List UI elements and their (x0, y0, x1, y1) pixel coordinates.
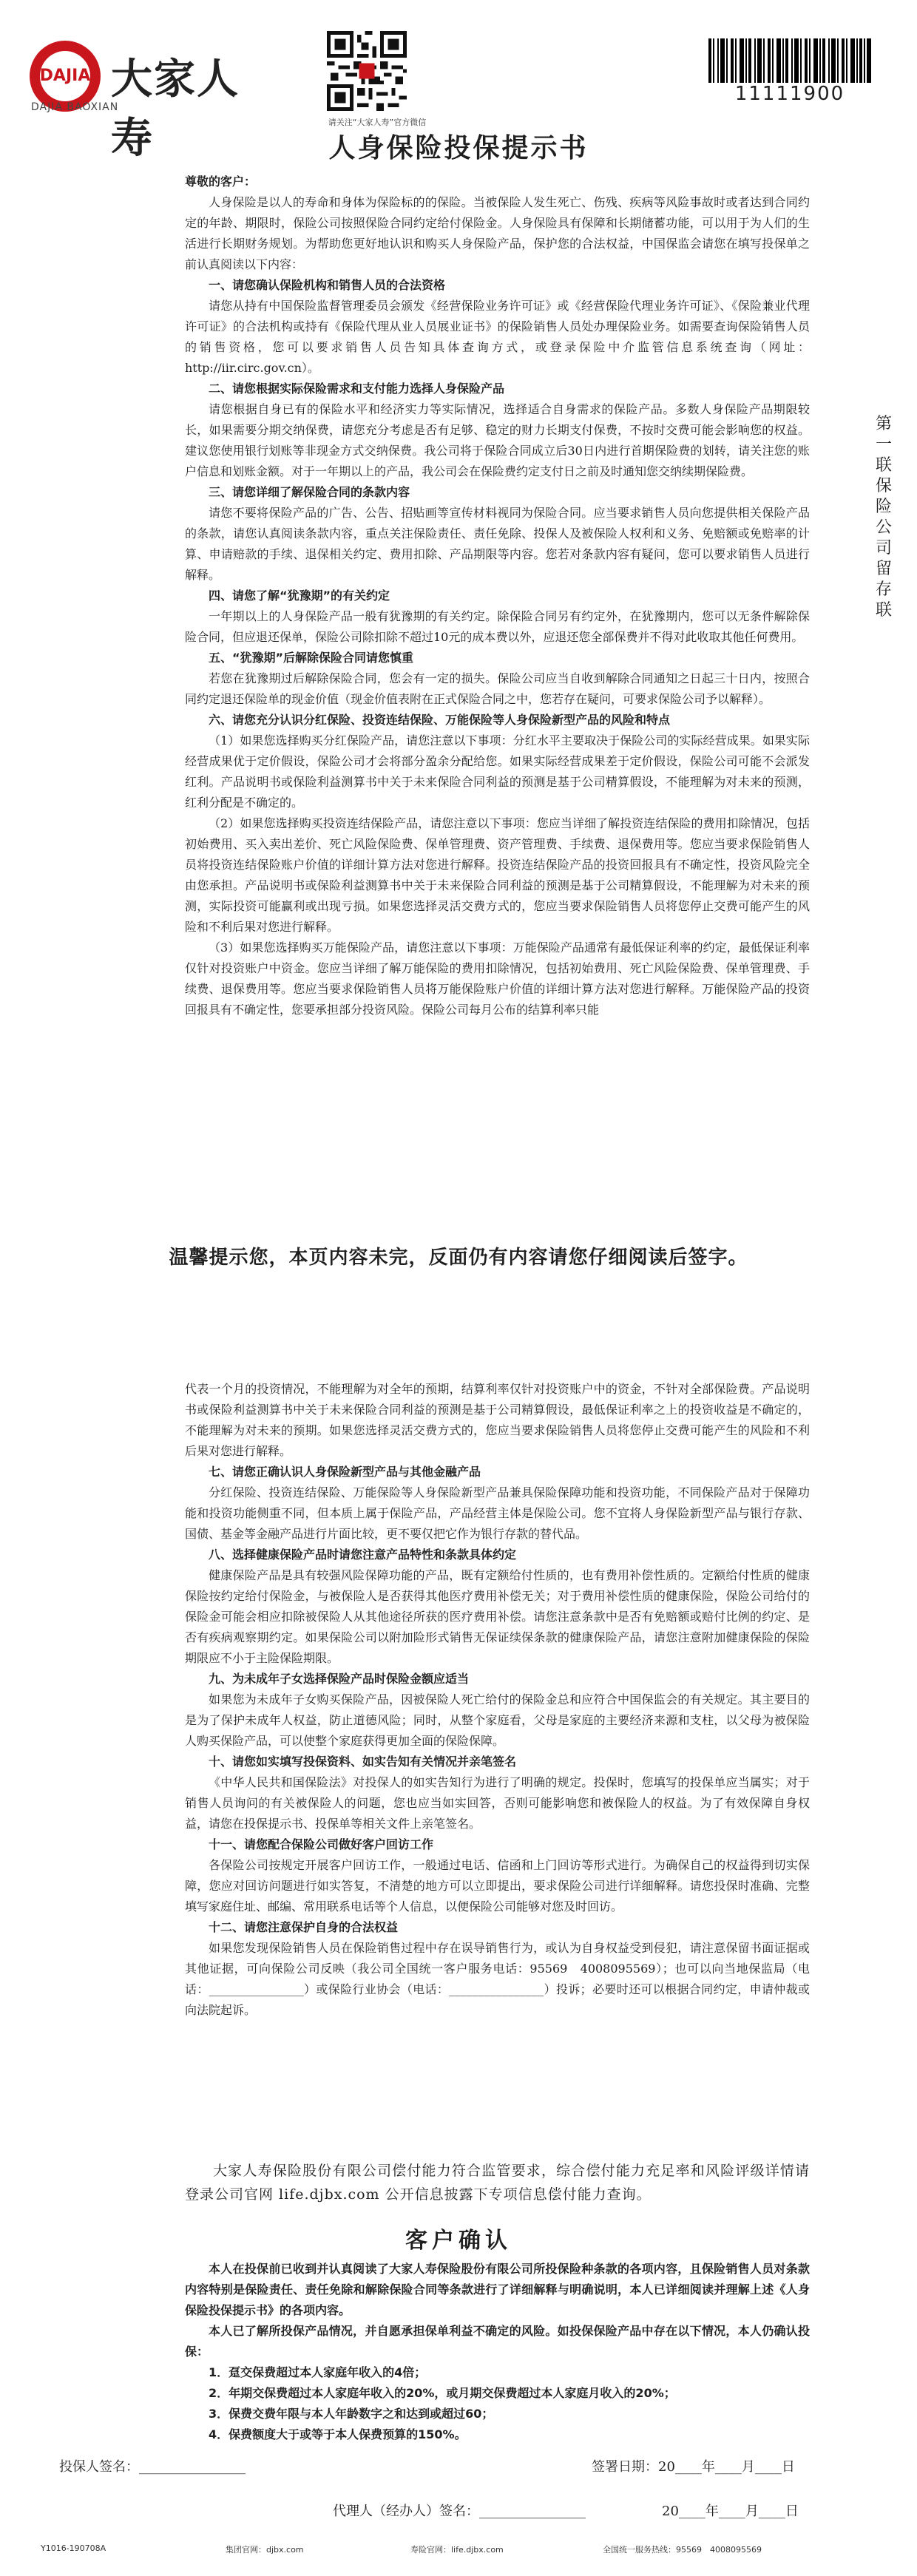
document-title: 人身保险投保提示书 (328, 133, 589, 163)
page2-body (185, 1379, 810, 2021)
customer-confirm-body (185, 2259, 810, 2445)
confirm-list (185, 2362, 810, 2445)
continuation-paragraph: 代表一个月的投资情况，不能理解为对全年的预期，结算利率仅针对投资账户中的资金，不针对全部保险费。产品说明书或保险利益测算书中关于未来保险合同利益的预测是基于公司精算假设，最低保证利率之上的投资收益是不确定的，不能理解为对未来的预期。如果您选择灵活交费方式的，您应当要求保险销售人员将您停止交费可能产生的风险和不利后果对您进行解释。 (185, 1382, 810, 1458)
footer (41, 2543, 876, 2558)
section-text-1: 请您从持有中国保险监督管理委员会颁发《经营保险业务许可证》或《经营保险代理业务许可证》、《保险兼业代理许可证》的合法机构或持有《保险代理从业人员展业证书》的保险销售人员处办理保险业务。如需要查询保险销售人员的销售资格，您可以要求销售人员告知具体查询方式，或登录保险中介监管信息系统查询（网址：http://iir.circ.gov.cn）。 (185, 299, 810, 375)
confirm-item: 4．保费额度大于或等于本人保费预算的150%。 (209, 2427, 467, 2441)
section-text-6-2: （2）如果您选择购买投资连结保险产品，请您注意以下事项：您应当详细了解投资连结保险的费用扣除情况，包括初始费用、买入卖出差价、死亡风险保险费、保单管理费、资产管理费、手续费、退保费用等。您应当要求保险销售人员将投资连结保险账户价值的详细计算方法对您进行解释。投资连结保险产品的投资回报具有不确定性，投资风险完全由您承担。产品说明书或保险利益测算书中关于未来保险合同利益的预测是基于公司精算假设，不能理解为对未来的预测，实际投资可能赢利或出现亏损。如果您选择灵活交费方式的，您应当要求保险销售人员将您停止交费可能产生的风险和不利后果对您进行解释。 (185, 816, 810, 934)
qr-caption: 请关注“大家人寿”官方微信 (328, 118, 427, 127)
section-heading-10: 十、请您如实填写投保资料、如实告知有关情况并亲笔签名 (209, 1755, 517, 1769)
company-logo (30, 41, 274, 163)
logo-name: 大家人寿 (111, 55, 240, 163)
logo-badge-icon: DAJIA (30, 41, 101, 112)
solvency-statement: 大家人寿保险股份有限公司偿付能力符合监管要求，综合偿付能力充足率和风险评级详情请登录公司官网 life.djbx.com 公开信息披露下专项信息偿付能力查询。 (185, 2163, 810, 2203)
customer-confirm-title: 客户确认 (405, 2228, 512, 2254)
section-text-12: 如果您发现保险销售人员在保险销售过程中存在误导销售行为，或认为自身权益受到侵犯，请注意保留书面证据或其他证据，可向保险公司反映（我公司全国统一客户服务电话：95569 4008095569）；也可以向当地保监局（电话：________________）或保险行业协会（电话：________________）投诉；必要时还可以根据合同约定，申请仲裁或向法院起诉。 (185, 1941, 810, 2017)
section-heading-9: 九、为未成年子女选择保险产品时保险金额应适当 (209, 1672, 470, 1686)
form-code: Y1016-190708A (41, 2543, 106, 2553)
confirm-item: 1．趸交保费超过本人家庭年收入的4倍； (209, 2365, 427, 2379)
side-copy-label: 第一联 保险公司留存联 (875, 415, 909, 620)
agent-signature-field[interactable]: 代理人（经办人）签名：________________ (333, 2504, 586, 2519)
section-text-7: 分红保险、投资连结保险、万能保险等人身保险新型产品兼具保险保障功能和投资功能，不同保险产品对于保障功能和投资功能侧重不同，但本质上属于保险产品，产品经营主体是保险公司。您不宜将人身保险新型产品与银行存款、国债、基金等金融产品进行片面比较，更不要仅把它作为银行存款的替代品。 (185, 1485, 810, 1541)
section-text-8: 健康保险产品是具有较强风险保障功能的产品，既有定额给付性质的，也有费用补偿性质的。定额给付性质的健康保险按约定给付保险金，与被保险人是否获得其他医疗费用补偿无关；对于费用补偿性质的健康保险，保险公司给付的保险金可能会相应扣除被保险人从其他途径所获的医疗费用补偿。请您注意条款中是否有免赔额或赔付比例的约定、是否有疾病观察期约定。如果保险公司以附加险形式销售无保证续保条款的健康保险产品，请您注意附加健康保险的保险期限应不小于主险保险期限。 (185, 1568, 810, 1665)
life-website: 寿险官网：life.djbx.com (410, 2545, 504, 2555)
section-heading-11: 十一、请您配合保险公司做好客户回访工作 (209, 1837, 434, 1851)
section-heading-3: 三、请您详细了解保险合同的条款内容 (209, 485, 410, 499)
section-heading-12: 十二、请您注意保护自身的合法权益 (209, 1920, 399, 1934)
sign-date-field[interactable]: 签署日期：20____年____月____日 (592, 2459, 795, 2475)
section-text-5: 若您在犹豫期过后解除保险合同，您会有一定的损失。保险公司应当自收到解除合同通知之日起三十日内，按照合同约定退还保险单的现金价值（现金价值表附在正式保险合同之中，您若存在疑问，可要求保险公司予以解释）。 (185, 671, 810, 706)
section-text-4: 一年期以上的人身保险产品一般有犹豫期的有关约定。除保险合同另有约定外，在犹豫期内，您可以无条件解除保险合同，但应退还保单，保险公司除扣除不超过10元的成本费以外，应退还您全部保费并不得对此收取其他任何费用。 (185, 609, 810, 644)
section-heading-8: 八、选择健康保险产品时请您注意产品特性和条款具体约定 (209, 1548, 517, 1562)
group-website: 集团官网：djbx.com (226, 2545, 304, 2555)
applicant-signature-field[interactable]: 投保人签名：________________ (59, 2459, 246, 2475)
section-text-3: 请您不要将保险产品的广告、公告、招贴画等宣传材料视同为保险合同。应当要求销售人员向您提供相关保险产品的条款，请您认真阅读条款内容，重点关注保险责任、责任免除、投保人及被保险人权利和义务、免赔额或免赔率的计算、申请赔款的手续、退保相关约定、费用扣除、产品期限等内容。您若对条款内容有疑问，您可以要求销售人员进行解释。 (185, 506, 810, 582)
section-heading-5: 五、“犹豫期”后解除保险合同请您慎重 (209, 651, 414, 665)
confirm-item: 3．保费交费年限与本人年龄数字之和达到或超过60； (209, 2407, 494, 2421)
qr-code-icon (327, 31, 407, 111)
section-text-6-1: （1）如果您选择购买分红保险产品，请您注意以下事项：分红水平主要取决于保险公司的实际经营成果。如果实际经营成果优于定价假设，保险公司才会将部分盈余分配给您。如果实际经营成果差于定价假设，保险公司可能不会派发红利。产品说明书或保险利益测算书中关于未来保险合同利益的预测是基于公司精算假设，不能理解为对未来的预测，红利分配是不确定的。 (185, 733, 810, 810)
section-text-10: 《中华人民共和国保险法》对投保人的如实告知行为进行了明确的规定。投保时，您填写的投保单应当属实；对于销售人员询问的有关被保险人的问题，您也应当如实回答，否则可能影响您和被保险人的权益。为了有效保障自身权益，请您在投保提示书、投保单等相关文件上亲笔签名。 (185, 1775, 810, 1831)
agent-date-field[interactable]: 20____年____月____日 (662, 2504, 799, 2519)
confirm-item: 2．年期交保费超过本人家庭年收入的20%，或月期交保费超过本人家庭月收入的20%； (209, 2386, 676, 2400)
section-heading-6: 六、请您充分认识分红保险、投资连结保险、万能保险等人身保险新型产品的风险和特点 (209, 713, 671, 727)
confirm-paragraph-1: 本人在投保前已收到并认真阅读了大家人寿保险股份有限公司所投保险种条款的各项内容，且保险销售人员对条款内容特别是保险责任、责任免除和解除保险合同等条款进行了详细解释与明确说明，本人已详细阅读并理解上述《人身保险投保提示书》的各项内容。 (185, 2262, 810, 2317)
section-heading-1: 一、请您确认保险机构和销售人员的合法资格 (209, 278, 446, 292)
page1-body (185, 172, 810, 1020)
section-heading-7: 七、请您正确认识人身保险新型产品与其他金融产品 (209, 1465, 481, 1479)
logo-english: DAJIA BAOXIAN (31, 101, 119, 113)
section-text-6-3: （3）如果您选择购买万能保险产品，请您注意以下事项：万能保险产品通常有最低保证利率的约定，最低保证利率仅针对投资账户中资金。您应当详细了解万能保险的费用扣除情况，包括初始费用、死亡风险保险费、保单管理费、手续费、退保费用等。您应当要求保险销售人员将万能保险账户价值的详细计算方法对您进行解释。万能保险产品的投资回报具有不确定性，您要承担部分投资风险。保险公司每月公布的结算利率只能 (185, 940, 810, 1017)
section-text-9: 如果您为未成年子女购买保险产品，因被保险人死亡给付的保险金总和应符合中国保监会的有关规定。其主要目的是为了保护未成年人权益，防止道德风险；同时，从整个家庭看，父母是家庭的主要经济来源和支柱，以父母为被保险人购买保险产品，可以使整个家庭获得更加全面的保险保障。 (185, 1692, 810, 1748)
section-text-2: 请您根据自身已有的保险水平和经济实力等实际情况，选择适合自身需求的保险产品。多数人身保险产品期限较长，如果需要分期交纳保费，请您充分考虑是否有足够、稳定的财力长期支付保费，不按时交费可能会影响您的权益。建议您使用银行划账等非现金方式交纳保费。我公司将于保险合同成立后30日内进行首期保险费的划转，请关注您的账户信息和划账金额。对于一年期以上的产品，我公司会在保险费约定支付日之前及时通知您交纳续期保险费。 (185, 402, 810, 478)
barcode-icon (708, 38, 871, 83)
page-warning: 温馨提示您，本页内容未完，反面仍有内容请您仔细阅读后签字。 (169, 1247, 748, 1269)
section-heading-4: 四、请您了解“犹豫期”的有关约定 (209, 589, 390, 603)
intro-paragraph: 人身保险是以人的寿命和身体为保险标的的保险。当被保险人发生死亡、伤残、疾病等风险事故时或者达到合同约定的年龄、期限时，保险公司按照保险合同约定给付保险金。人身保险具有保障和长期储蓄功能，可以用于为人们的生活进行长期财务规划。为帮助您更好地认识和购买人身保险产品，保护您的合法权益，中国保监会请您在填写投保单之前认真阅读以下内容： (185, 195, 810, 271)
section-text-11: 各保险公司按规定开展客户回访工作，一般通过电话、信函和上门回访等形式进行。为确保自己的权益得到切实保障，您应对回访问题进行如实答复，不清楚的地方可以立即提出，要求保险公司进行详细解释。请您投保时准确、完整填写家庭住址、邮编、常用联系电话等个人信息，以便保险公司能够对您及时回访。 (185, 1858, 810, 1914)
section-heading-2: 二、请您根据实际保险需求和支付能力选择人身保险产品 (209, 382, 505, 396)
barcode-number: 11111900 (734, 83, 845, 105)
service-hotline: 全国统一服务热线：95569 4008095569 (603, 2545, 762, 2555)
confirm-paragraph-2: 本人已了解所投保产品情况，并自愿承担保单利益不确定的风险。如投保保险产品中存在以下情况，本人仍确认投保： (185, 2324, 810, 2359)
greeting: 尊敬的客户： (185, 174, 257, 189)
